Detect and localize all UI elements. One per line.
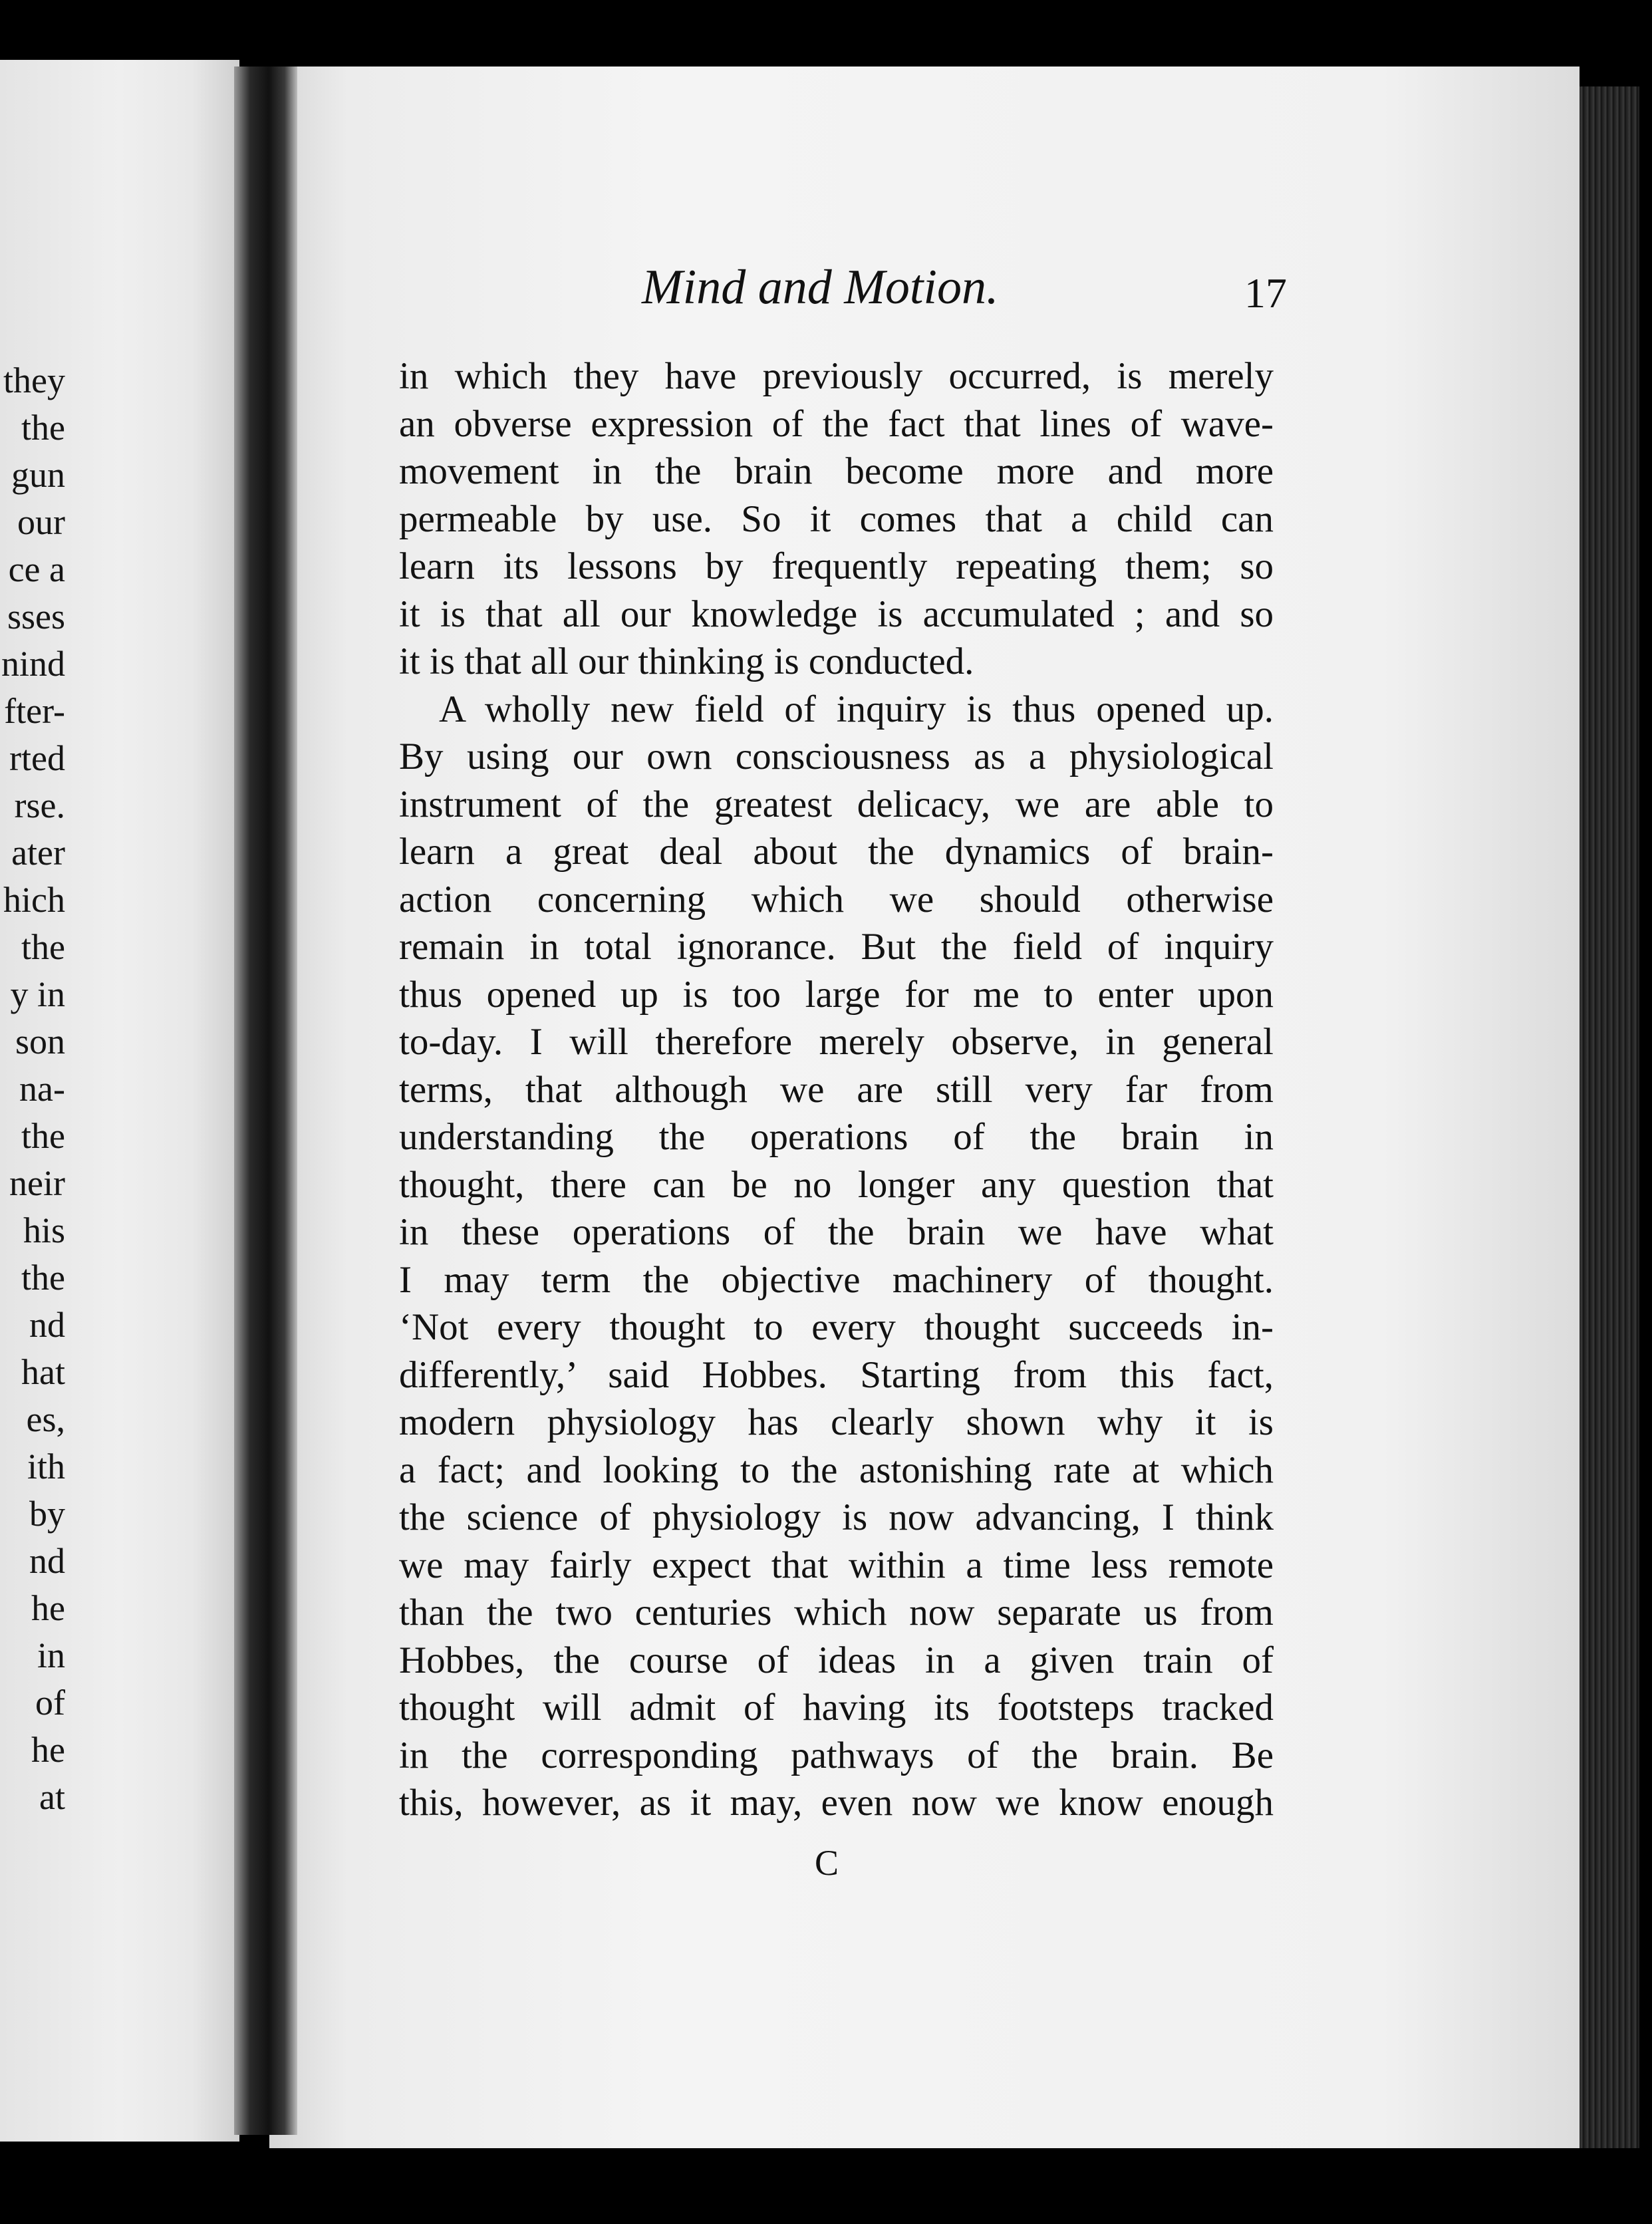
text-line: terms, that although we are still very far from bbox=[399, 1068, 1274, 1111]
left-page-line: ith bbox=[27, 1447, 65, 1486]
left-page-line: the bbox=[21, 408, 65, 448]
left-page-line: by bbox=[29, 1494, 65, 1534]
left-page-line: nd bbox=[29, 1541, 65, 1581]
text-line: to-day. I will therefore merely observe, in general bbox=[399, 1021, 1274, 1063]
text-line: than the two centuries which now separate us from bbox=[399, 1592, 1274, 1633]
text-line: the science of physiology is now advancing, I think bbox=[399, 1496, 1274, 1538]
page-header bbox=[402, 259, 1287, 319]
text-line: learn its lessons by frequently repeating them; so bbox=[399, 545, 1274, 587]
text-line: understanding the operations of the brain in bbox=[399, 1116, 1274, 1158]
book-gutter bbox=[234, 67, 297, 2135]
text-line: action concerning which we should otherwise bbox=[399, 878, 1274, 920]
left-page-line: neir bbox=[9, 1163, 65, 1203]
left-page-line: son bbox=[15, 1022, 65, 1061]
left-page-line: sses bbox=[7, 597, 65, 636]
left-page-line: his bbox=[23, 1210, 65, 1250]
page-block-edge bbox=[1580, 86, 1639, 2148]
left-page-line: nind bbox=[1, 644, 65, 684]
left-page-line: of bbox=[35, 1683, 65, 1723]
left-page-line: the bbox=[21, 1116, 65, 1156]
text-line: thus opened up is too large for me to enter upon bbox=[399, 973, 1274, 1016]
left-page-line: the bbox=[21, 1258, 65, 1298]
left-page-line: fter- bbox=[4, 691, 65, 731]
text-line: an obverse expression of the fact that lines of wave- bbox=[399, 402, 1274, 445]
left-page-line: nd bbox=[29, 1305, 65, 1345]
text-line: in these operations of the brain we have what bbox=[399, 1211, 1274, 1253]
left-page-line: he bbox=[31, 1730, 65, 1770]
text-line: in which they have previously occurred, is merely bbox=[399, 355, 1274, 397]
text-line: in the corresponding pathways of the brain. Be bbox=[399, 1734, 1274, 1776]
text-line: ‘Not every thought to every thought succeeds in- bbox=[399, 1306, 1274, 1348]
page-number: 17 bbox=[1244, 269, 1287, 317]
text-line: differently,’ said Hobbes. Starting from this fact, bbox=[399, 1353, 1274, 1396]
text-line: movement in the brain become more and more bbox=[399, 450, 1274, 492]
paragraph-first-line: A wholly new field of inquiry is thus opened up. bbox=[439, 688, 1274, 730]
left-page-line: na- bbox=[19, 1069, 65, 1109]
left-page-line: es, bbox=[26, 1399, 65, 1439]
left-page-line: gun bbox=[11, 455, 65, 495]
left-page-line: ater bbox=[11, 833, 65, 873]
left-page-line: they bbox=[3, 360, 65, 400]
text-line: instrument of the greatest delicacy, we are able to bbox=[399, 783, 1274, 825]
text-line: thought, there can be no longer any question that bbox=[399, 1163, 1274, 1206]
left-page-line: in bbox=[37, 1635, 65, 1675]
left-page-line: rse. bbox=[14, 785, 65, 825]
left-page-line: our bbox=[17, 502, 65, 542]
left-page-line: the bbox=[21, 927, 65, 967]
body-text bbox=[399, 352, 1274, 1827]
running-title: Mind and Motion. bbox=[642, 260, 999, 315]
text-line: we may fairly expect that within a time less remote bbox=[399, 1544, 1274, 1586]
left-page-line: at bbox=[39, 1777, 65, 1817]
text-line: thought will admit of having its footsteps tracked bbox=[399, 1687, 1274, 1729]
text-line: a fact; and looking to the astonishing rate at which bbox=[399, 1449, 1274, 1491]
left-page-line: hich bbox=[3, 880, 65, 920]
signature-mark: C bbox=[815, 1843, 839, 1883]
text-line: it is that all our knowledge is accumulated ; and so bbox=[399, 593, 1274, 635]
text-line: Hobbes, the course of ideas in a given train of bbox=[399, 1639, 1274, 1681]
left-page-line: hat bbox=[21, 1352, 65, 1392]
text-line: I may term the objective machinery of thought. bbox=[399, 1258, 1274, 1301]
left-page-line: rted bbox=[9, 738, 65, 778]
left-page-line: ce a bbox=[8, 549, 65, 589]
left-page-line: y in bbox=[10, 974, 65, 1014]
left-page-line: he bbox=[31, 1588, 65, 1628]
text-line: this, however, as it may, even now we know enough bbox=[399, 1782, 1274, 1824]
text-line: learn a great deal about the dynamics of brain- bbox=[399, 831, 1274, 873]
text-line: it is that all our thinking is conducted. bbox=[399, 640, 974, 682]
text-line: modern physiology has clearly shown why it is bbox=[399, 1401, 1274, 1443]
left-facing-page bbox=[0, 60, 239, 2142]
text-line: permeable by use. So it comes that a child can bbox=[399, 497, 1274, 540]
text-line: By using our own consciousness as a physiological bbox=[399, 736, 1274, 777]
text-line: remain in total ignorance. But the field of inquiry bbox=[399, 926, 1274, 968]
